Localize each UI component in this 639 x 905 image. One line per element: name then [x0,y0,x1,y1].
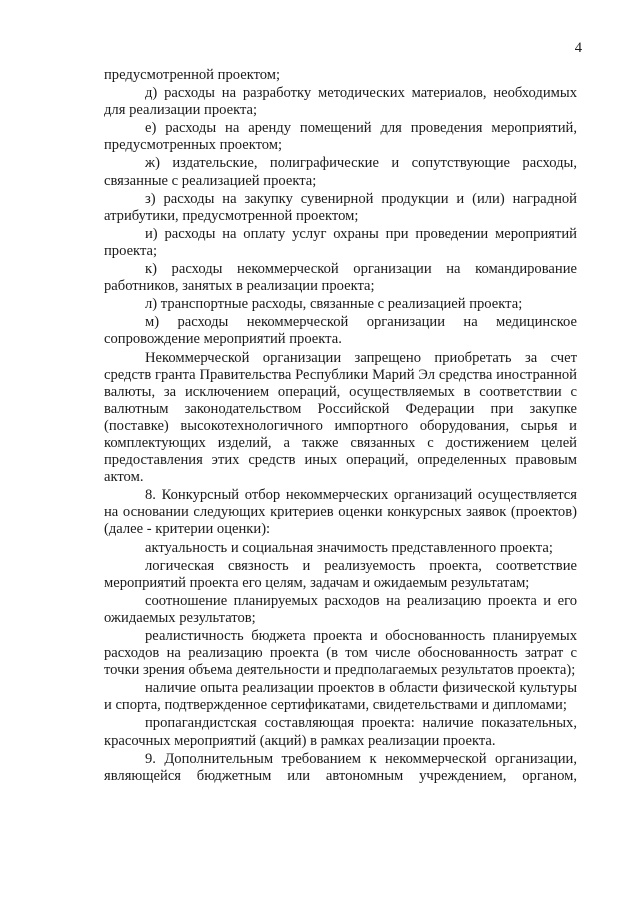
list-item-e: е) расходы на аренду помещений для проведения мероприятий, предусмотренных проектом; [104,120,577,154]
criterion-relevance: актуальность и социальная значимость представленного проекта; [145,539,553,556]
list-item-i: и) расходы на оплату услуг охраны при проведении мероприятий проекта; [104,225,577,259]
paragraph-section-9: 9. Дополнительным требованием к некоммерческой организации, являющейся бюджетным или автономным учреждением, органом, [104,750,577,784]
list-item-z: з) расходы на закупку сувенирной продукции и (или) наградной атрибутики, предусмотренной проектом; [104,190,577,224]
criterion-budget-realism: реалистичность бюджета проекта и обоснованность планируемых расходов на реализацию проекта (в том числе обоснованность затрат с точки зрения объема деятельности и предполагаемых результатов проекта); [104,628,577,679]
paragraph-section-8: 8. Конкурсный отбор некоммерческих организаций осуществляется на основании следующих критериев оценки конкурсных заявок (проектов) (далее - критерии оценки): [104,487,577,538]
list-item-d: д) расходы на разработку методических материалов, необходимых для реализации проекта; [104,85,577,119]
criterion-cost-ratio: соотношение планируемых расходов на реализацию проекта и его ожидаемых результатов; [104,592,577,626]
paragraph-continuation: предусмотренной проектом; [104,67,281,83]
document-body [104,67,577,786]
list-item-zh: ж) издательские, полиграфические и сопутствующие расходы, связанные с реализацией проекта; [104,155,577,189]
paragraph-currency-restriction: Некоммерческой организации запрещено приобретать за счет средств гранта Правительства Республики Марий Эл средства иностранной валюты, за исключением операций, осуществляемых в соответствии с валютным законодательством Российской Федерации при закупке (поставке) высокотехнологичного импортного оборудования, сырья и комплектующих изделий, а также связанных с достижением целей предоставления этих средств иных операций, определенных правовым актом. [104,349,577,486]
criterion-promotion: пропагандистская составляющая проекта: наличие показательных, красочных мероприятий (акций) в рамках реализации проекта. [104,715,577,749]
criterion-experience: наличие опыта реализации проектов в области физической культуры и спорта, подтвержденное сертификатами, свидетельствами и дипломами; [104,680,577,714]
list-item-l: л) транспортные расходы, связанные с реализацией проекта; [145,296,523,313]
list-item-m: м) расходы некоммерческой организации на медицинское сопровождение мероприятий проекта. [104,314,577,348]
page-number: 4 [574,40,582,56]
criterion-coherence: логическая связность и реализуемость проекта, соответствие мероприятий проекта его целям, задачам и ожидаемым результатам; [104,557,577,591]
list-item-k: к) расходы некоммерческой организации на командирование работников, занятых в реализации проекта; [104,261,577,295]
